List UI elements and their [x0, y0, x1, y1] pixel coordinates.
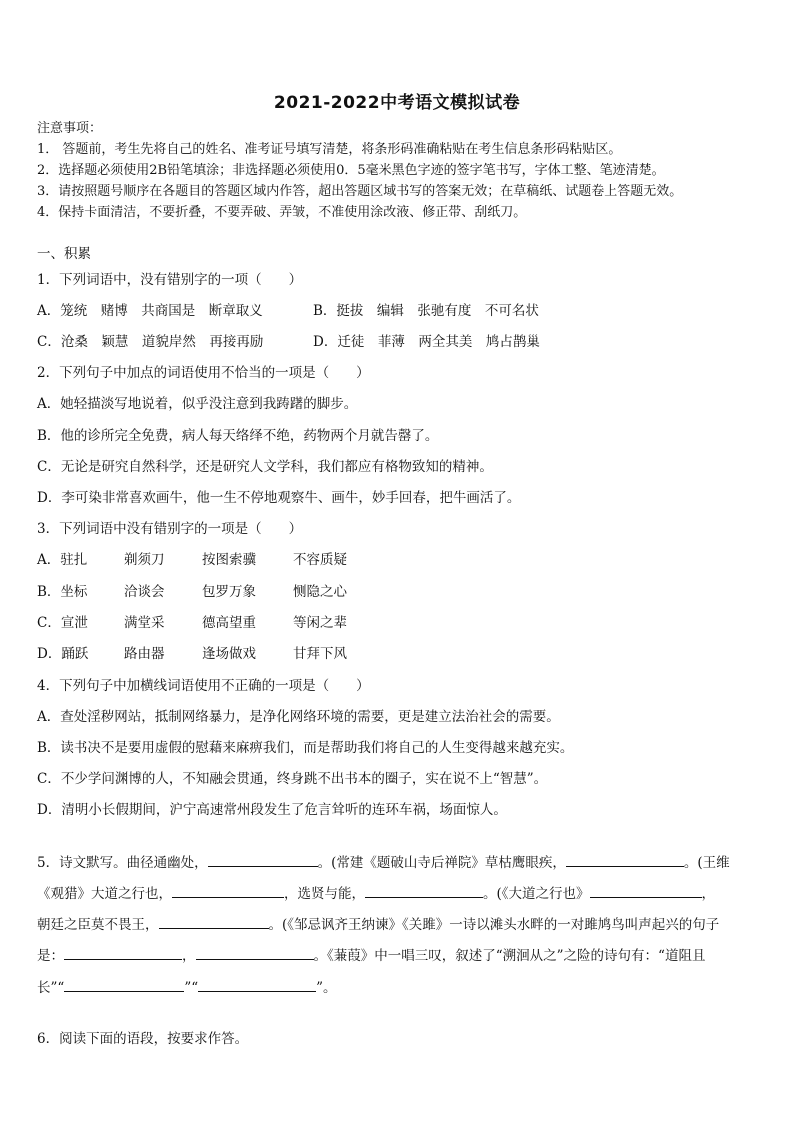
page-title: 2021-2022中考语文模拟试卷	[273, 93, 521, 113]
question-1-option-b: B．挺拔 编辑 张驰有度 不可名状	[313, 303, 539, 319]
answer-blank[interactable]	[365, 884, 483, 898]
answer-blank[interactable]	[159, 915, 269, 929]
question-3-option-a-word: 剃须刀	[124, 552, 165, 568]
question-1-option-a: A．笼统 赌博 共商国是 断章取义	[37, 303, 263, 319]
answer-blank[interactable]	[198, 978, 316, 992]
question-4-option-c: C．不少学问渊博的人，不知融会贯通，终身跳不出书本的圈子，实在说不上“智慧”。	[37, 771, 548, 787]
question-3-option-a-word: A．驻扎	[37, 552, 88, 568]
question-3-option-b-word: 包罗万象	[202, 584, 256, 600]
question-2-option-d: D．李可染非常喜欢画牛，他一生不停地观察牛、画牛，妙手回春，把牛画活了。	[37, 490, 521, 506]
question-1-stem: 1．下列词语中，没有错别字的一项（ ）	[37, 272, 303, 288]
question-3-option-d-word: 逢场做戏	[202, 646, 256, 662]
question-3-option-d-word: 路由器	[124, 646, 165, 662]
answer-blank[interactable]	[590, 884, 702, 898]
question-3-option-b-word: 恻隐之心	[293, 584, 347, 600]
question-3-option-d-word: D．踊跃	[37, 646, 89, 662]
answer-blank[interactable]	[566, 853, 684, 867]
question-3-option-b-word: B．坐标	[37, 584, 88, 600]
question-2-option-c: C．无论是研究自然科学，还是研究人文学科，我们都应有格物致知的精神。	[37, 459, 493, 475]
answer-blank[interactable]	[208, 853, 318, 867]
question-6-stem: 6．阅读下面的语段，按要求作答。	[37, 1031, 249, 1047]
question-2-stem: 2．下列句子中加点的词语使用不恰当的一项是（ ）	[37, 365, 370, 381]
answer-blank[interactable]	[196, 946, 314, 960]
answer-blank[interactable]	[64, 978, 184, 992]
question-5-line: 长”“ ”“ ”。	[37, 980, 337, 996]
question-3-option-c-word: C．宣泄	[37, 615, 88, 631]
question-4-option-a: A．查处淫秽网站，抵制网络暴力，是净化网络环境的需要，更是建立法治社会的需要。	[37, 709, 560, 725]
question-2-option-a: A．她轻描淡写地说着，似乎没注意到我踌躇的脚步。	[37, 396, 358, 412]
section-heading: 一、积累	[37, 246, 91, 262]
question-5-line: 5．诗文默写。曲径通幽处， 。(常建《题破山寺后禅院》草枯鹰眼疾， 。(王维	[37, 855, 730, 871]
question-5-line: 朝廷之臣莫不畏王， 。(《邹忌讽齐王纳谏》《关雎》一诗以滩头水畔的一对雎鸠鸟叫声起兴的句子	[37, 917, 720, 933]
notice-heading: 注意事项：	[37, 121, 103, 136]
notice-item: 2．选择题必须使用2B铅笔填涂；非选择题必须使用0．5毫米黑色字迹的签字笔书写，字体工整、笔迹清楚。	[37, 163, 665, 178]
notice-item: 1． 答题前，考生先将自己的姓名、准考证号填写清楚，将条形码准确粘贴在考生信息条形码粘贴区。	[37, 142, 622, 157]
question-4-option-b: B．读书决不是要用虚假的慰藉来麻痹我们，而是帮助我们将自己的人生变得越来越充实。	[37, 740, 574, 756]
notice-item: 3．请按照题号顺序在各题目的答题区域内作答，超出答题区域书写的答案无效；在草稿纸、试题卷上答题无效。	[37, 184, 683, 199]
question-3-option-a-word: 不容质疑	[293, 552, 347, 568]
question-5-line: 《观猎》大道之行也， ，选贤与能， 。(《大道之行也》 ，	[37, 886, 716, 902]
question-1-option-c: C．沧桑 颖慧 道貌岸然 再接再励	[37, 334, 264, 350]
question-3-option-d-word: 甘拜下风	[293, 646, 347, 662]
question-3-option-b-word: 洽谈会	[124, 584, 165, 600]
question-4-stem: 4．下列句子中加横线词语使用不正确的一项是（ ）	[37, 678, 370, 694]
question-4-option-d: D．清明小长假期间，沪宁高速常州段发生了危言耸听的连环车祸，场面惊人。	[37, 802, 507, 818]
question-2-option-b: B．他的诊所完全免费，病人每天络绎不绝，药物两个月就告罄了。	[37, 428, 439, 444]
question-5-line: 是： ， 。《蒹葭》中一唱三叹，叙述了“溯洄从之”之险的诗句有：“道阻且	[37, 948, 706, 964]
question-1-option-d: D．迁徒 菲薄 两全其美 鸠占鹊巢	[313, 334, 540, 350]
question-3-option-a-word: 按图索骥	[202, 552, 256, 568]
notice-item: 4．保持卡面清洁，不要折叠，不要弄破、弄皱，不准使用涂改液、修正带、刮纸刀。	[37, 205, 527, 220]
answer-blank[interactable]	[64, 946, 182, 960]
question-3-option-c-word: 等闲之辈	[293, 615, 347, 631]
question-3-stem: 3．下列词语中没有错别字的一项是（ ）	[37, 521, 303, 537]
answer-blank[interactable]	[172, 884, 284, 898]
question-3-option-c-word: 满堂采	[124, 615, 165, 631]
question-3-option-c-word: 德高望重	[202, 615, 256, 631]
